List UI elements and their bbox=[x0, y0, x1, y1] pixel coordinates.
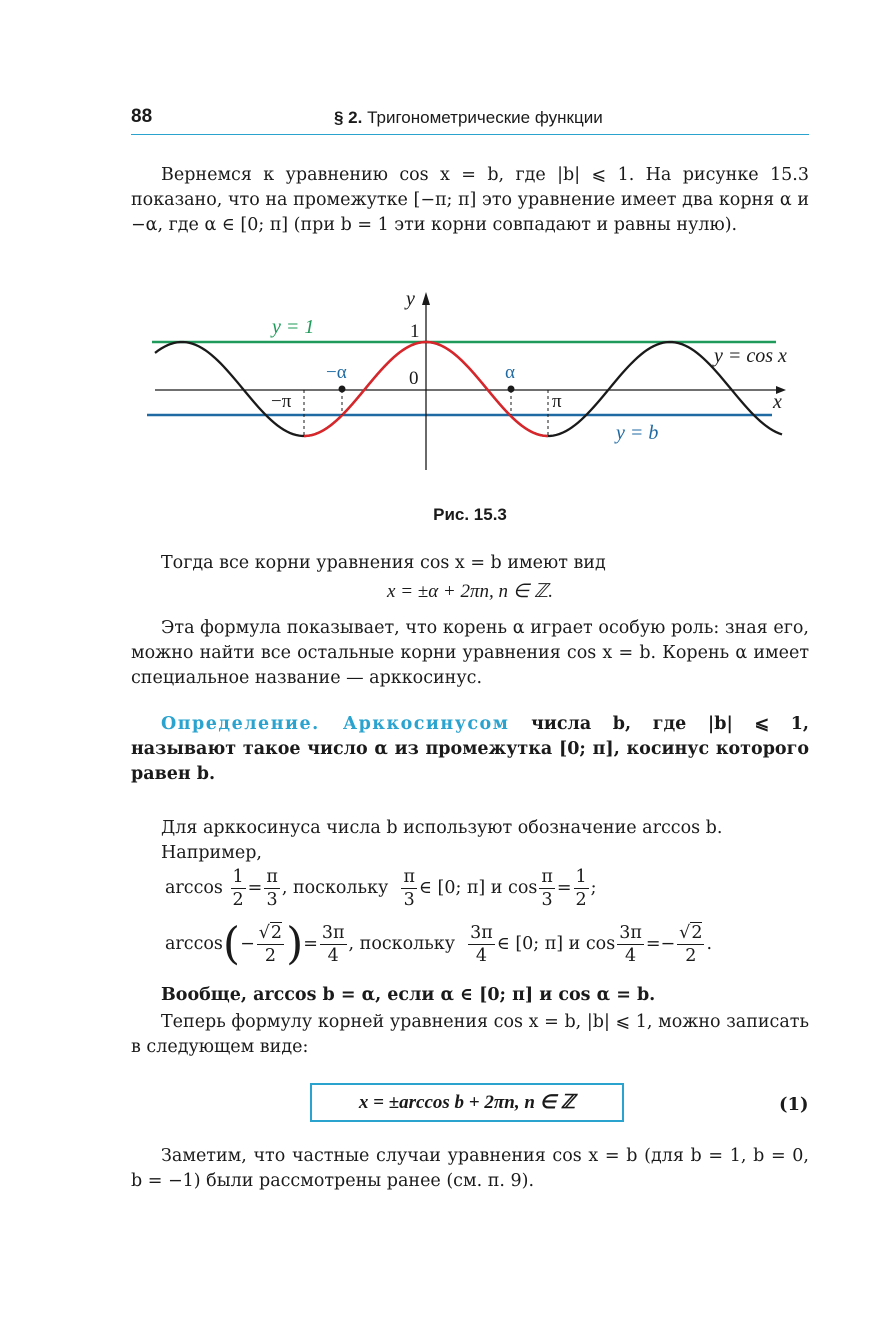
definition-body: числа b, где |b| ⩽ 1, называют такое число α из промежутка [0; π], косинус которого равен b. bbox=[131, 714, 809, 784]
ex1-arccos: arccos bbox=[165, 878, 223, 898]
ex1-frac-pi3b: $\frac{\pi}{3}$ bbox=[403, 867, 415, 910]
notation-line1: Для арккосинуса числа b используют обозначение arccos b. bbox=[161, 818, 723, 838]
ex2-because: , поскольку bbox=[348, 934, 456, 954]
label-y-cos-x: y = cos x bbox=[714, 345, 787, 367]
general-statement bbox=[131, 983, 809, 1008]
figure-cosine-graph bbox=[140, 285, 800, 480]
example-2: arccos(− $\frac{√2}{2}$ )= $\frac{3\pi}{4}$ , поскольку $\frac{3\pi}{4}$ ∈ [0; π] и cos $\frac{3\pi}{4}$ =− $\frac{√2}{2}$ . bbox=[165, 918, 713, 970]
alpha-role-paragraph bbox=[131, 616, 809, 691]
point-alpha bbox=[508, 386, 515, 393]
ex2-frac-sqrt2b: $\frac{√2}{2}$ bbox=[679, 923, 703, 966]
ex2-arccos: arccos bbox=[165, 934, 223, 954]
ex1-in: ∈ [0; π] и cos bbox=[418, 878, 538, 898]
label-pi: π bbox=[552, 391, 562, 412]
definition-term: Определение. Арккосинусом bbox=[161, 714, 510, 734]
y-axis-arrow bbox=[422, 292, 430, 305]
ex1-frac-pi3c: $\frac{\pi}{3}$ bbox=[541, 867, 553, 910]
alpha-role-text: Эта формула показывает, что корень α играет особую роль: зная его, можно найти все остальные корни уравнения cos x = b. Корень α имеет специальное название — арккосинус. bbox=[131, 618, 809, 688]
boxed-formula-text: x = ±arccos b + 2πn, n ∈ ℤ bbox=[358, 1092, 576, 1113]
point-minus-alpha bbox=[339, 386, 346, 393]
notation-line2: Например, bbox=[161, 843, 262, 863]
ex1-frac-half2: $\frac{1}{2}$ bbox=[575, 867, 587, 910]
label-zero: 0 bbox=[409, 368, 419, 389]
closing-paragraph bbox=[131, 1144, 809, 1194]
figure-caption: Рис. 15.3 bbox=[433, 505, 507, 524]
page-number: 88 bbox=[131, 106, 153, 127]
label-alpha: α bbox=[505, 362, 515, 383]
definition-block bbox=[131, 712, 809, 787]
general-statement-text: Вообще, arccos b = α, если α ∈ [0; π] и cos α = b. bbox=[161, 985, 656, 1005]
label-minus-alpha: −α bbox=[326, 362, 347, 383]
formula-number: (1) bbox=[779, 1094, 809, 1115]
label-x-axis: x bbox=[773, 391, 782, 413]
closing-text: Заметим, что частные случаи уравнения cos x = b (для b = 1, b = 0, b = −1) были рассмотрены ранее (см. п. 9). bbox=[131, 1146, 809, 1191]
section-title: Тригонометрические функции bbox=[367, 108, 603, 127]
example-1: arccos $\frac{1}{2}$ = $\frac{\pi}{3}$ , поскольку $\frac{\pi}{3}$ ∈ [0; π] и cos $\frac{\pi}{3}$ = $\frac{1}{2}$ ; bbox=[165, 867, 597, 910]
ex2-frac-3pi4b: $\frac{3\pi}{4}$ bbox=[470, 923, 493, 966]
ex2-frac-3pi4c: $\frac{3\pi}{4}$ bbox=[619, 923, 642, 966]
label-minus-pi: −π bbox=[271, 391, 292, 412]
header-rule bbox=[131, 134, 809, 135]
label-one: 1 bbox=[410, 321, 420, 342]
label-y-axis: y bbox=[406, 288, 415, 310]
intro-text: Вернемся к уравнению cos x = b, где |b| ⩽ 1. На рисунке 15.3 показано, что на промежутке [−π; π] это уравнение имеет два корня α и −α, где α ∈ [0; π] (при b = 1 эти корни совпадают и равны нулю). bbox=[131, 165, 809, 235]
ex2-frac-3pi4: $\frac{3\pi}{4}$ bbox=[321, 923, 345, 966]
ex1-frac-half: $\frac{1}{2}$ bbox=[232, 867, 244, 910]
ex1-frac-pi3: $\frac{\pi}{3}$ bbox=[266, 867, 278, 910]
roots-intro bbox=[131, 551, 809, 576]
notation-paragraph bbox=[131, 816, 809, 866]
formula-intro-paragraph bbox=[131, 1010, 809, 1060]
roots-intro-text: Тогда все корни уравнения cos x = b имеют вид bbox=[161, 553, 606, 573]
cosine-curve bbox=[155, 342, 782, 436]
formula-intro-text: Теперь формулу корней уравнения cos x = b, |b| ⩽ 1, можно записать в следующем виде: bbox=[131, 1012, 809, 1057]
boxed-formula bbox=[310, 1083, 624, 1122]
section-mark: § 2. bbox=[334, 108, 363, 127]
ex2-frac-sqrt2: $\frac{√2}{2}$ bbox=[258, 923, 283, 966]
label-y-equals-b: y = b bbox=[616, 422, 659, 444]
definition-text bbox=[131, 712, 809, 787]
ex1-because: , поскольку bbox=[281, 878, 389, 898]
roots-formula: x = ±α + 2πn, n ∈ ℤ. bbox=[387, 581, 553, 602]
intro-paragraph bbox=[131, 163, 809, 238]
label-y-equals-1: y = 1 bbox=[272, 316, 315, 338]
ex2-in: ∈ [0; π] и cos bbox=[496, 934, 616, 954]
running-header bbox=[334, 108, 603, 128]
